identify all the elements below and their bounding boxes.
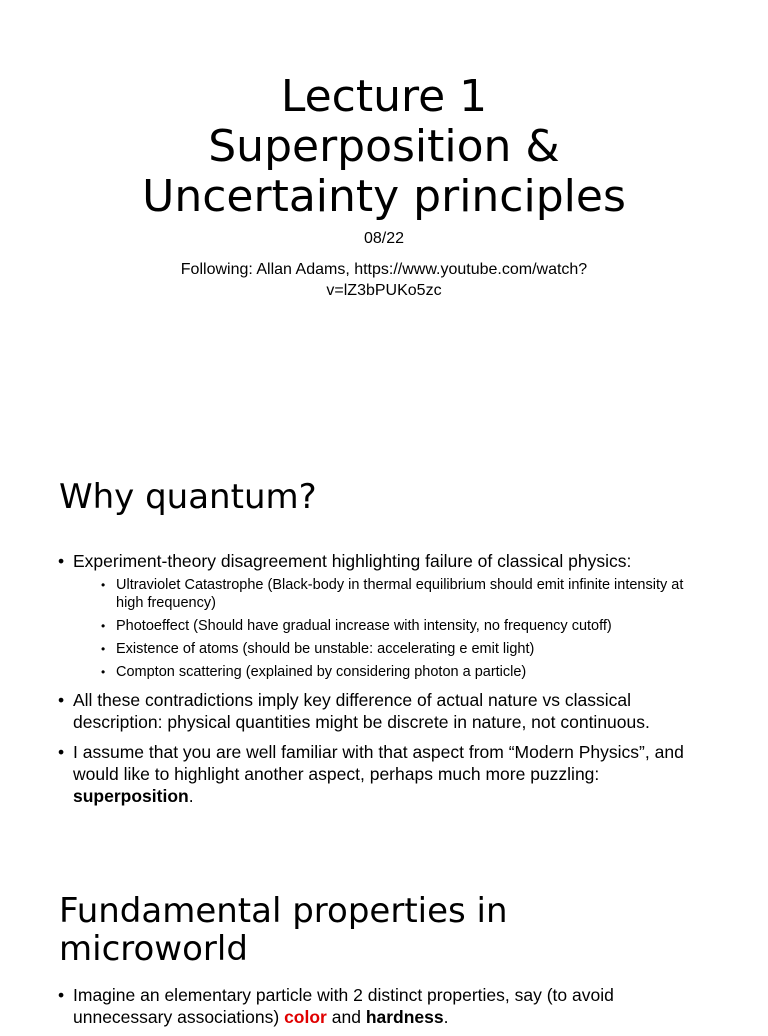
- bullet-icon: •: [101, 642, 106, 656]
- bullet-end: .: [443, 1007, 449, 1027]
- fundamental-properties-slide: [0, 860, 768, 1027]
- title-line-3: Uncertainty principles: [142, 171, 626, 222]
- bullet-end: .: [188, 786, 194, 806]
- source-reference-line-2: v=lZ3bPUKo5zc: [326, 282, 442, 299]
- list-item: [58, 984, 708, 1028]
- emphasis-color: color: [284, 1007, 327, 1027]
- sub-bullet-text: Ultraviolet Catastrophe (Black-body in thermal equilibrium should emit infinite intensity at high frequency): [116, 577, 684, 611]
- emphasis-hardness: hardness: [365, 1007, 444, 1027]
- slide-heading: [59, 892, 699, 968]
- bullet-text: Experiment-theory disagreement highlighting failure of classical physics:: [73, 551, 632, 571]
- emphasis-superposition: superposition: [73, 786, 189, 806]
- bullet-list: [58, 550, 708, 815]
- heading-line-2: microworld: [59, 929, 248, 969]
- title-line-1: Lecture 1: [280, 71, 488, 122]
- list-item: [58, 741, 708, 807]
- bullet-text: All these contradictions imply key difference of actual nature vs classical description: physical quantities might be discrete in nature, not continuous.: [73, 690, 650, 732]
- source-reference: [134, 259, 634, 301]
- why-quantum-slide: [0, 430, 768, 850]
- bullet-icon: •: [58, 742, 65, 762]
- list-item: [58, 550, 708, 681]
- lecture-date: 08/22: [363, 230, 405, 247]
- sub-bullet-text: Existence of atoms (should be unstable: accelerating e emit light): [116, 641, 535, 657]
- source-reference-line-1: Following: Allan Adams, https://www.youtube.com/watch?: [180, 261, 588, 278]
- sub-list-item: [73, 576, 708, 612]
- title-line-2: Superposition &: [208, 121, 560, 172]
- sub-list-item: [73, 640, 708, 658]
- list-item: [58, 689, 708, 733]
- sub-bullet-text: Photoeffect (Should have gradual increase with intensity, no frequency cutoff): [116, 618, 612, 634]
- bullet-connector: and: [326, 1007, 366, 1027]
- bullet-text: Imagine an elementary particle with 2 distinct properties, say (to avoid unnecessary associations): [73, 985, 614, 1027]
- bullet-list: [58, 984, 708, 1036]
- bullet-icon: •: [58, 985, 65, 1005]
- sub-bullet-text: Compton scattering (explained by considering photon a particle): [116, 664, 527, 680]
- sub-list-item: [73, 663, 708, 681]
- bullet-text: I assume that you are well familiar with that aspect from “Modern Physics”, and would like to highlight another aspect, perhaps much more puzzling:: [73, 742, 684, 784]
- bullet-icon: •: [101, 665, 106, 679]
- sub-list-item: [73, 617, 708, 635]
- bullet-icon: •: [58, 551, 65, 571]
- sub-bullet-list: [73, 576, 708, 681]
- lecture-title: [0, 72, 768, 222]
- slide-heading: Why quantum?: [59, 477, 317, 517]
- bullet-icon: •: [101, 578, 106, 592]
- title-slide: [0, 0, 768, 420]
- heading-line-1: Fundamental properties in: [59, 891, 508, 931]
- bullet-icon: •: [101, 619, 106, 633]
- bullet-icon: •: [58, 690, 65, 710]
